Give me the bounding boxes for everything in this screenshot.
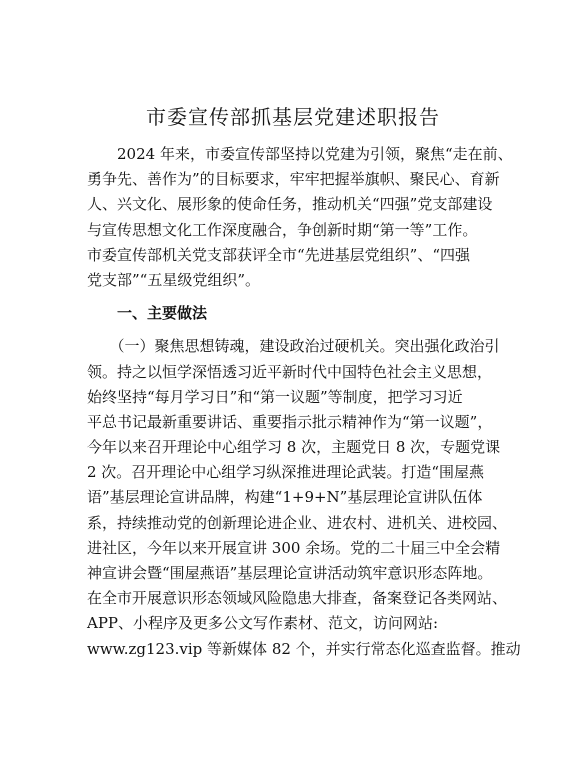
- body-line: 市委宣传部机关党支部获评全市“先进基层党组织”、“四强: [87, 245, 471, 264]
- section-line: 领。持之以恒学深悟透习近平新时代中国特色社会主义思想，: [87, 362, 493, 381]
- section-heading: 一、主要做法: [87, 304, 208, 323]
- section-line: 始终坚持“每月学习日”和“第一议题”等制度，把学习习近: [87, 387, 463, 406]
- section-line: APP、小程序及更多公文写作素材、范文，访问网站:: [87, 614, 439, 633]
- paragraph-gap: [87, 326, 507, 334]
- section-line: 在全市开展意识形态领域风险隐患大排查，备案登记各类网站、: [87, 589, 508, 608]
- section-line: 神宣讲会暨“围屋燕语”基层理论宣讲活动筑牢意识形态阵地。: [87, 564, 493, 582]
- body-line: 人、兴文化、展形象的使命任务，推动机关“四强”党支部建设: [87, 195, 493, 214]
- document-body: [87, 142, 521, 662]
- section-line: 平总书记最新重要讲话、重要指示批示精神作为“第一议题”，: [87, 412, 493, 431]
- section-line: （一）聚焦思想铸魂，建设政治过硬机关。突出强化政治引: [87, 337, 500, 356]
- paragraph-gap: [87, 293, 507, 301]
- section-line: 2 次。召开理论中心组学习纵深推进理论武装。打造“围屋燕: [87, 463, 484, 482]
- section-line: 语”基层理论宣讲品牌，构建“1+9+N”基层理论宣讲队伍体: [87, 488, 483, 507]
- section-line: www.zg123.vip 等新媒体 82 个，并实行常态化巡查监督。推动: [87, 639, 521, 658]
- section-line: 今年以来召开理论中心组学习 8 次，主题党日 8 次，专题党课: [87, 438, 501, 457]
- body-line: 2024 年来，市委宣传部坚持以党建为引领，聚焦“走在前、: [87, 145, 513, 163]
- section-line: 进社区，今年以来开展宣讲 300 余场。党的二十届三中全会精: [87, 538, 501, 557]
- body-line: 勇争先、善作为”的目标要求，牢牢把握举旗帜、聚民心、育新: [87, 170, 500, 189]
- body-line: 与宣传思想文化工作深度融合，争创新时期“第一等”工作。: [87, 220, 478, 239]
- section-line: 系，持续推动党的创新理论进企业、进农村、进机关、进校园、: [87, 513, 508, 532]
- body-line: 党支部”“五星级党组织”。: [87, 270, 261, 289]
- document-title: 市委宣传部抓基层党建述职报告: [146, 105, 440, 129]
